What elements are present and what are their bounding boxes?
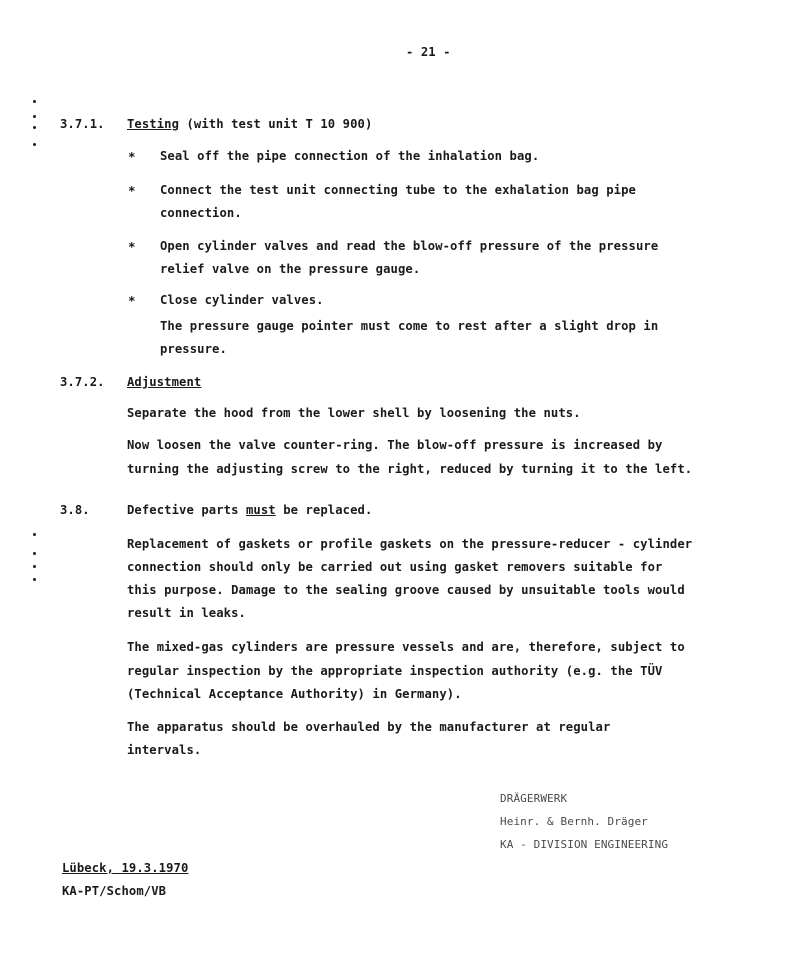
- heading-testing-subtitle: (with test unit T 10 900): [186, 117, 373, 131]
- step-text: connection.: [160, 206, 242, 220]
- section-number-3-8: 3.8.: [60, 503, 90, 517]
- paragraph-line: regular inspection by the appropriate inspection authority (e.g. the TÜV: [127, 664, 663, 678]
- paragraph-line: Now loosen the valve counter-ring. The blow-off pressure is increased by: [127, 438, 663, 452]
- heading-defective-pre: Defective parts: [127, 503, 239, 517]
- margin-mark: [33, 143, 36, 146]
- step-text: pressure.: [160, 342, 227, 356]
- step-text: Open cylinder valves and read the blow-off pressure of the pressure: [160, 239, 659, 253]
- signature-company: DRÄGERWERK: [500, 792, 568, 805]
- margin-mark: [33, 533, 36, 536]
- margin-mark: [33, 552, 36, 555]
- bullet-star: *: [128, 239, 136, 254]
- paragraph-line: Separate the hood from the lower shell by loosening the nuts.: [127, 406, 581, 420]
- footer-reference: KA-PT/Schom/VB: [62, 884, 167, 898]
- heading-defective-post: be replaced.: [283, 503, 373, 517]
- paragraph-line: result in leaks.: [127, 606, 246, 620]
- paragraph-line: this purpose. Damage to the sealing groove caused by unsuitable tools would: [127, 583, 685, 597]
- step-text: Close cylinder valves.: [160, 293, 324, 307]
- section-heading-testing: [127, 117, 372, 131]
- heading-defective-must: must: [246, 503, 276, 517]
- paragraph-line: The apparatus should be overhauled by the manufacturer at regular: [127, 720, 611, 734]
- margin-mark: [33, 100, 36, 103]
- paragraph-line: (Technical Acceptance Authority) in Germany).: [127, 687, 462, 701]
- margin-mark: [33, 115, 36, 118]
- margin-mark: [33, 578, 36, 581]
- paragraph-line: Replacement of gaskets or profile gaskets on the pressure-reducer - cylinder: [127, 537, 693, 551]
- step-text: relief valve on the pressure gauge.: [160, 262, 421, 276]
- bullet-star: *: [128, 183, 136, 198]
- heading-testing-label: Testing: [127, 117, 180, 131]
- footer-place-date: Lübeck, 19.3.1970: [62, 861, 189, 875]
- step-text: The pressure gauge pointer must come to rest after a slight drop in: [160, 319, 659, 333]
- paragraph-line: turning the adjusting screw to the right, reduced by turning it to the left.: [127, 462, 693, 476]
- signature-department: KA - DIVISION ENGINEERING: [500, 838, 669, 851]
- paragraph-line: intervals.: [127, 743, 202, 757]
- section-number-3-7-1: 3.7.1.: [60, 117, 105, 131]
- page-number: - 21 -: [406, 45, 451, 59]
- margin-mark: [33, 565, 36, 568]
- section-heading-defective-parts: [127, 503, 372, 517]
- section-heading-adjustment: Adjustment: [127, 375, 202, 389]
- step-text: Connect the test unit connecting tube to the exhalation bag pipe: [160, 183, 636, 197]
- section-number-3-7-2: 3.7.2.: [60, 375, 105, 389]
- paragraph-line: The mixed-gas cylinders are pressure vessels and are, therefore, subject to: [127, 640, 685, 654]
- step-text: Seal off the pipe connection of the inhalation bag.: [160, 149, 540, 163]
- paragraph-line: connection should only be carried out using gasket removers suitable for: [127, 560, 663, 574]
- signature-owner: Heinr. & Bernh. Dräger: [500, 815, 648, 828]
- margin-mark: [33, 126, 36, 129]
- bullet-star: *: [128, 293, 136, 308]
- bullet-star: *: [128, 149, 136, 164]
